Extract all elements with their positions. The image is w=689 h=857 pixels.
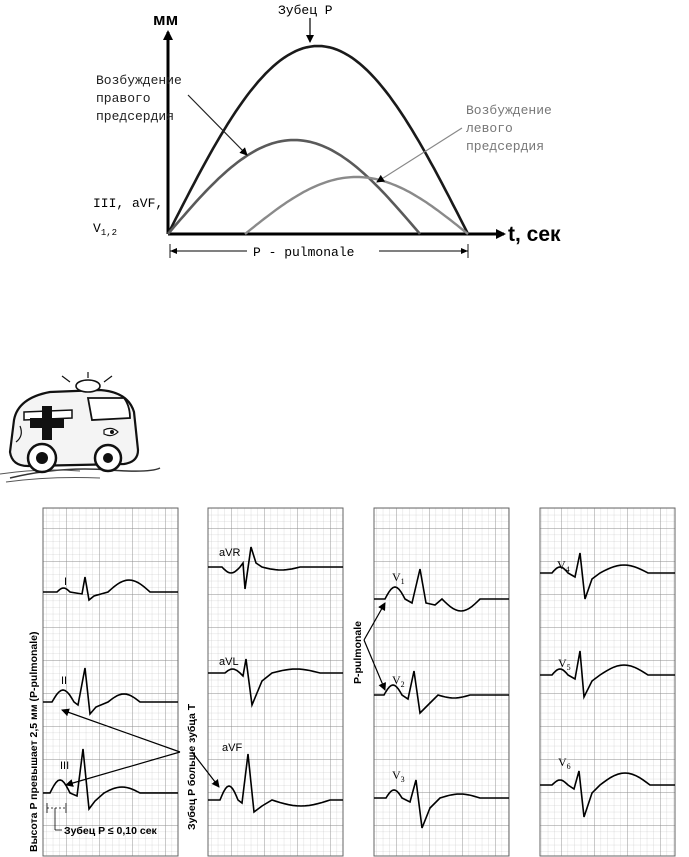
leads-label: III, aVF, [93,196,164,211]
left-atrium-label: Возбуждение левого предсердия [466,103,552,154]
lead-label-V4: $V_4$ [557,558,570,574]
lead-label-V2: $V_2$ [392,673,405,689]
lead-label-V6: $V_6$ [558,755,571,771]
lead-label-III: III [60,760,70,772]
panel2-vertical-note: Зубец P больше зубца T [186,703,198,830]
lead-label-II: II [61,675,68,687]
peak-label: Зубец P [278,3,333,18]
panel3-vertical-note: P-pulmonale [352,620,364,684]
total-p-wave-curve [168,46,468,234]
lead-label-aVR: aVR [219,547,241,559]
lead-label-V5: $V_5$ [558,656,571,672]
ecg-panels [28,508,675,856]
panel1-vertical-note: Высота P превышает 2,5 мм (P-pulmonale) [28,631,40,852]
ambulance-icon [0,372,160,482]
right-atrium-curve [168,140,420,234]
span-label: P - pulmonale [253,245,355,260]
leads-label-v: $V_{1,2}$ [93,221,118,238]
x-axis-label: t, сек [508,223,561,246]
lead-label-aVL: aVL [219,656,239,668]
y-axis-label: мм [153,10,179,29]
lead-label-I: I [64,576,68,588]
lead-label-aVF: aVF [222,742,243,754]
p-wave-diagram [93,3,561,260]
left-atrium-curve [245,177,468,234]
ecg-panel-augmented-leads [208,508,343,856]
duration-note: Зубец P ≤ 0,10 сек [64,825,157,837]
right-atrium-label: Возбуждение правого предсердия [96,73,182,124]
lead-label-V3: $V_3$ [392,768,405,784]
left-atrium-arrow [377,128,462,182]
right-atrium-arrow [188,95,247,155]
lead-label-V1: $V_1$ [392,570,405,586]
